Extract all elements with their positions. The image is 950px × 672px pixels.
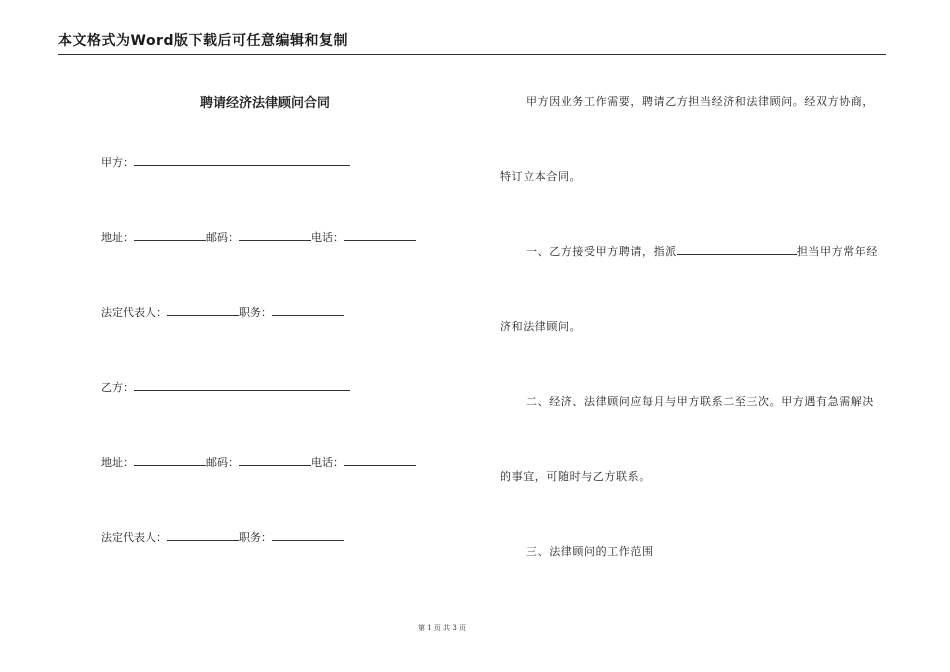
paragraph-3-line-2: 的事宜，可随时与乙方联系。 <box>500 470 651 483</box>
phone-blank[interactable] <box>344 456 416 466</box>
position-label: 职务： <box>239 531 272 544</box>
page-header <box>58 30 886 55</box>
phone-label: 电话： <box>311 456 344 469</box>
postcode-label: 邮码： <box>206 231 239 244</box>
legal-rep-blank[interactable] <box>167 531 239 541</box>
postcode-blank[interactable] <box>239 231 311 241</box>
paragraph-2-line-2: 济和法律顾问。 <box>500 320 582 333</box>
address-label: 地址： <box>101 231 134 244</box>
party-a-label: 甲方： <box>101 156 134 169</box>
legal-rep-label: 法定代表人： <box>101 531 167 544</box>
phone-label: 电话： <box>311 231 344 244</box>
postcode-label: 邮码： <box>206 456 239 469</box>
header-title: 本文格式为Word版下载后可任意编辑和复制 <box>58 33 348 49</box>
paragraph-2-line-1 <box>526 243 878 259</box>
postcode-blank[interactable] <box>239 456 311 466</box>
phone-blank[interactable] <box>344 231 416 241</box>
appointee-blank[interactable] <box>677 245 797 255</box>
party-a-blank[interactable] <box>134 156 350 166</box>
party-a-line <box>101 154 350 170</box>
legal-rep-blank[interactable] <box>167 306 239 316</box>
party-a-legal-rep-line <box>101 304 344 320</box>
address-blank[interactable] <box>134 231 206 241</box>
party-b-label: 乙方： <box>101 381 134 394</box>
clause-1-prefix: 一、乙方接受甲方聘请，指派 <box>526 245 677 258</box>
legal-rep-label: 法定代表人： <box>101 306 167 319</box>
position-blank[interactable] <box>272 306 344 316</box>
page-footer: 第 1 页 共 3 页 <box>417 624 467 632</box>
paragraph-1-line-2: 特订立本合同。 <box>500 170 582 183</box>
address-label: 地址： <box>101 456 134 469</box>
paragraph-3-line-1: 二、经济、法律顾问应每月与甲方联系二至三次。甲方遇有急需解决 <box>526 395 874 408</box>
document-title: 聘请经济法律顾问合同 <box>199 96 330 111</box>
paragraph-1-line-1: 甲方因业务工作需要，聘请乙方担当经济和法律顾问。经双方协商， <box>526 95 874 108</box>
position-label: 职务： <box>239 306 272 319</box>
paragraph-4-line-1: 三、法律顾问的工作范围 <box>526 545 654 558</box>
position-blank[interactable] <box>272 531 344 541</box>
address-blank[interactable] <box>134 456 206 466</box>
party-b-blank[interactable] <box>134 381 350 391</box>
party-a-address-line <box>101 229 416 245</box>
clause-1-suffix: 担当甲方常年经 <box>796 245 879 258</box>
party-b-line <box>101 379 350 395</box>
party-b-legal-rep-line <box>101 529 344 545</box>
party-b-address-line <box>101 454 416 470</box>
